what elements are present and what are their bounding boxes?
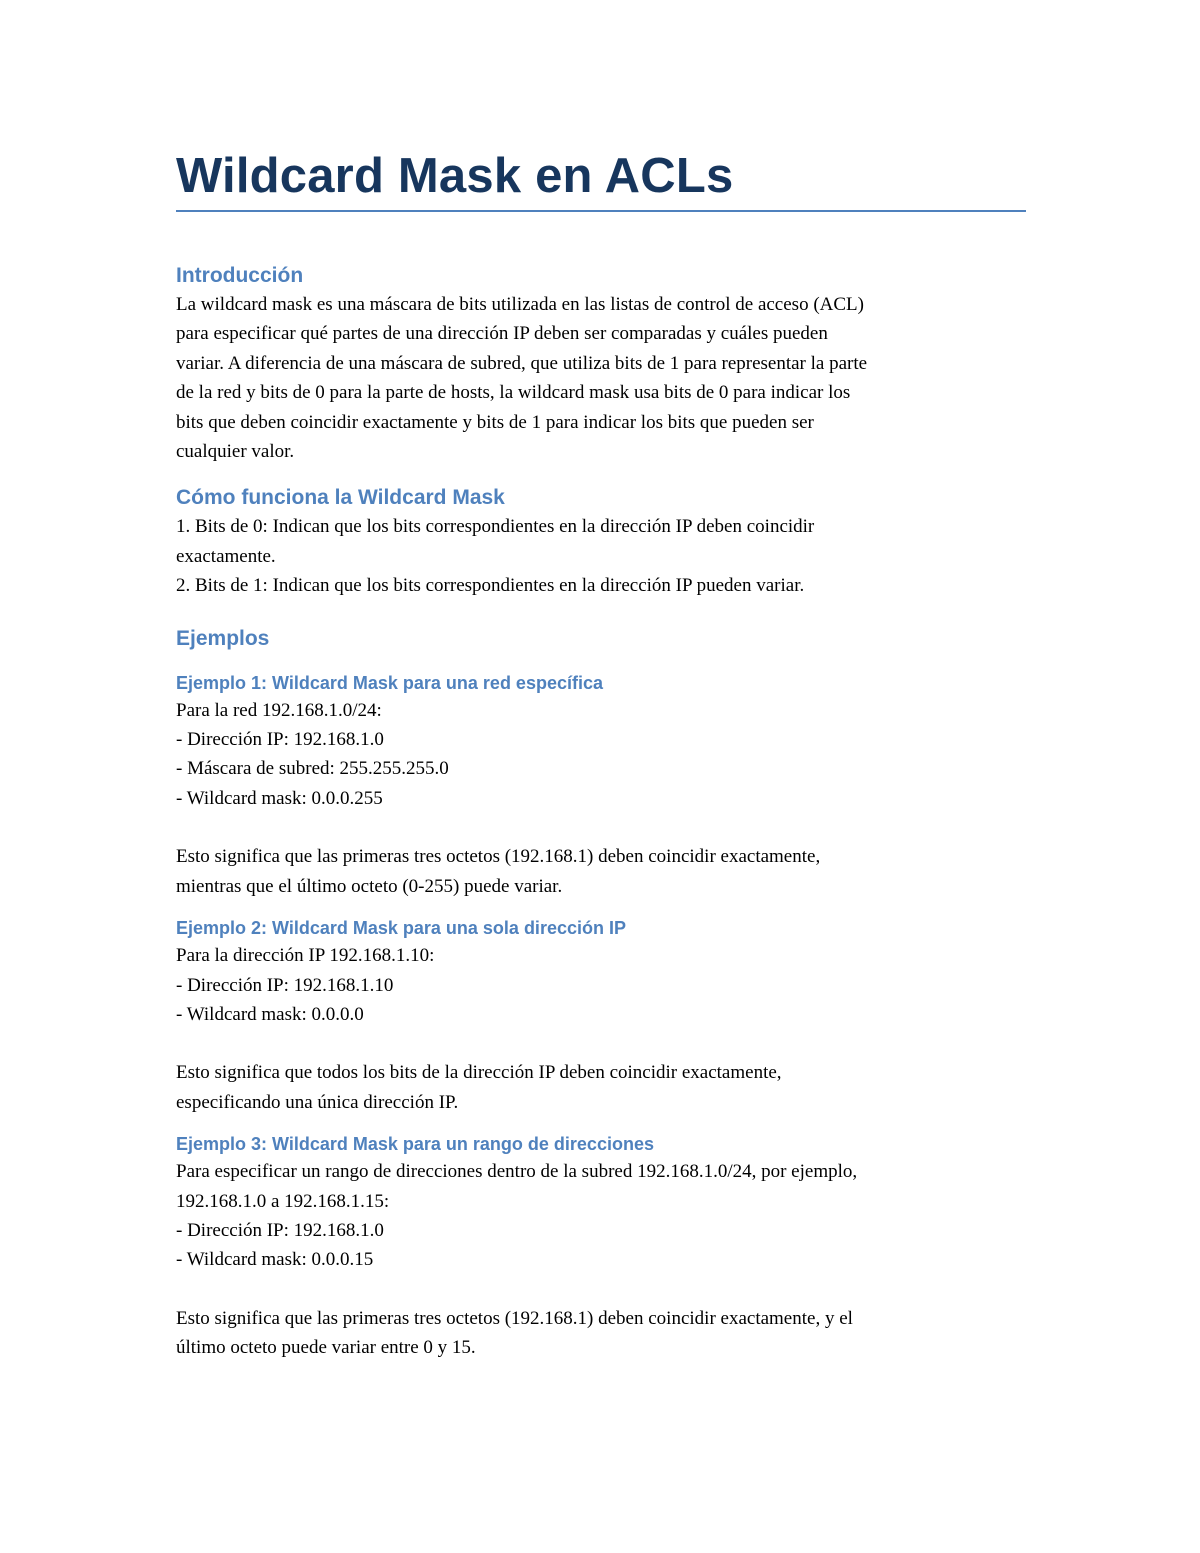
- text-line: variar. A diferencia de una máscara de subred, que utiliza bits de 1 para representar la parte: [176, 352, 868, 374]
- example-3-body: [176, 1157, 1026, 1275]
- list-item: - Dirección IP: 192.168.1.10: [176, 974, 394, 996]
- text-line: cualquier valor.: [176, 441, 295, 463]
- list-item-continuation: exactamente.: [176, 545, 276, 567]
- text-line: Esto significa que las primeras tres octetos (192.168.1) deben coincidir exactamente,: [176, 846, 821, 868]
- list-item: - Máscara de subred: 255.255.255.0: [176, 758, 449, 780]
- document-title: Wildcard Mask en ACLs: [176, 149, 734, 203]
- document-page: [176, 148, 1026, 1363]
- text-line: especificando una única dirección IP.: [176, 1091, 459, 1113]
- example-3-note: [176, 1304, 1026, 1363]
- example-2-body: [176, 941, 1026, 1029]
- example-1-note: [176, 842, 1026, 901]
- spacer: [176, 1029, 1026, 1058]
- text-line: Para especificar un rango de direcciones dentro de la subred 192.168.1.0/24, por ejemplo,: [176, 1161, 858, 1183]
- example-2-heading: Ejemplo 2: Wildcard Mask para una sola dirección IP: [176, 918, 626, 939]
- list-item: - Dirección IP: 192.168.1.0: [176, 729, 384, 751]
- text-line: La wildcard mask es una máscara de bits utilizada en las listas de control de acceso (ACL): [176, 294, 864, 315]
- list-item: - Wildcard mask: 0.0.0.15: [176, 1249, 374, 1271]
- how-it-works-heading: Cómo funciona la Wildcard Mask: [176, 486, 505, 510]
- example-2-note: [176, 1058, 1026, 1117]
- how-it-works-list: [176, 512, 1026, 600]
- title-underline: [176, 210, 1026, 212]
- examples-heading: Ejemplos: [176, 626, 270, 650]
- spacer: [176, 1275, 1026, 1304]
- spacer: [176, 813, 1026, 842]
- text-line: Esto significa que las primeras tres octetos (192.168.1) deben coincidir exactamente, y el: [176, 1307, 853, 1329]
- text-line: Para la dirección IP 192.168.1.10:: [176, 945, 435, 967]
- list-item: 2. Bits de 1: Indican que los bits correspondientes en la dirección IP pueden variar.: [176, 575, 805, 597]
- text-line: bits que deben coincidir exactamente y bits de 1 para indicar los bits que pueden ser: [176, 411, 814, 433]
- list-item: 1. Bits de 0: Indican que los bits correspondientes en la dirección IP deben coincidir: [176, 516, 815, 538]
- example-3-heading: Ejemplo 3: Wildcard Mask para un rango de direcciones: [176, 1134, 654, 1155]
- intro-heading: Introducción: [176, 264, 304, 287]
- text-line: mientras que el último octeto (0-255) puede variar.: [176, 875, 563, 897]
- example-1-body: [176, 696, 1026, 814]
- list-item: - Wildcard mask: 0.0.0.0: [176, 1003, 364, 1025]
- list-item: - Wildcard mask: 0.0.0.255: [176, 787, 383, 809]
- text-line: Para la red 192.168.1.0/24:: [176, 699, 382, 721]
- text-line: Esto significa que todos los bits de la dirección IP deben coincidir exactamente,: [176, 1062, 782, 1084]
- example-1-heading: Ejemplo 1: Wildcard Mask para una red específica: [176, 672, 603, 693]
- text-line: 192.168.1.0 a 192.168.1.15:: [176, 1190, 390, 1212]
- text-line: de la red y bits de 0 para la parte de hosts, la wildcard mask usa bits de 0 para indicar los: [176, 382, 851, 404]
- text-line: último octeto puede variar entre 0 y 15.: [176, 1337, 476, 1359]
- list-item: - Dirección IP: 192.168.1.0: [176, 1219, 384, 1241]
- text-line: para especificar qué partes de una dirección IP deben ser comparadas y cuáles pueden: [176, 323, 828, 345]
- intro-paragraph: [176, 290, 1026, 466]
